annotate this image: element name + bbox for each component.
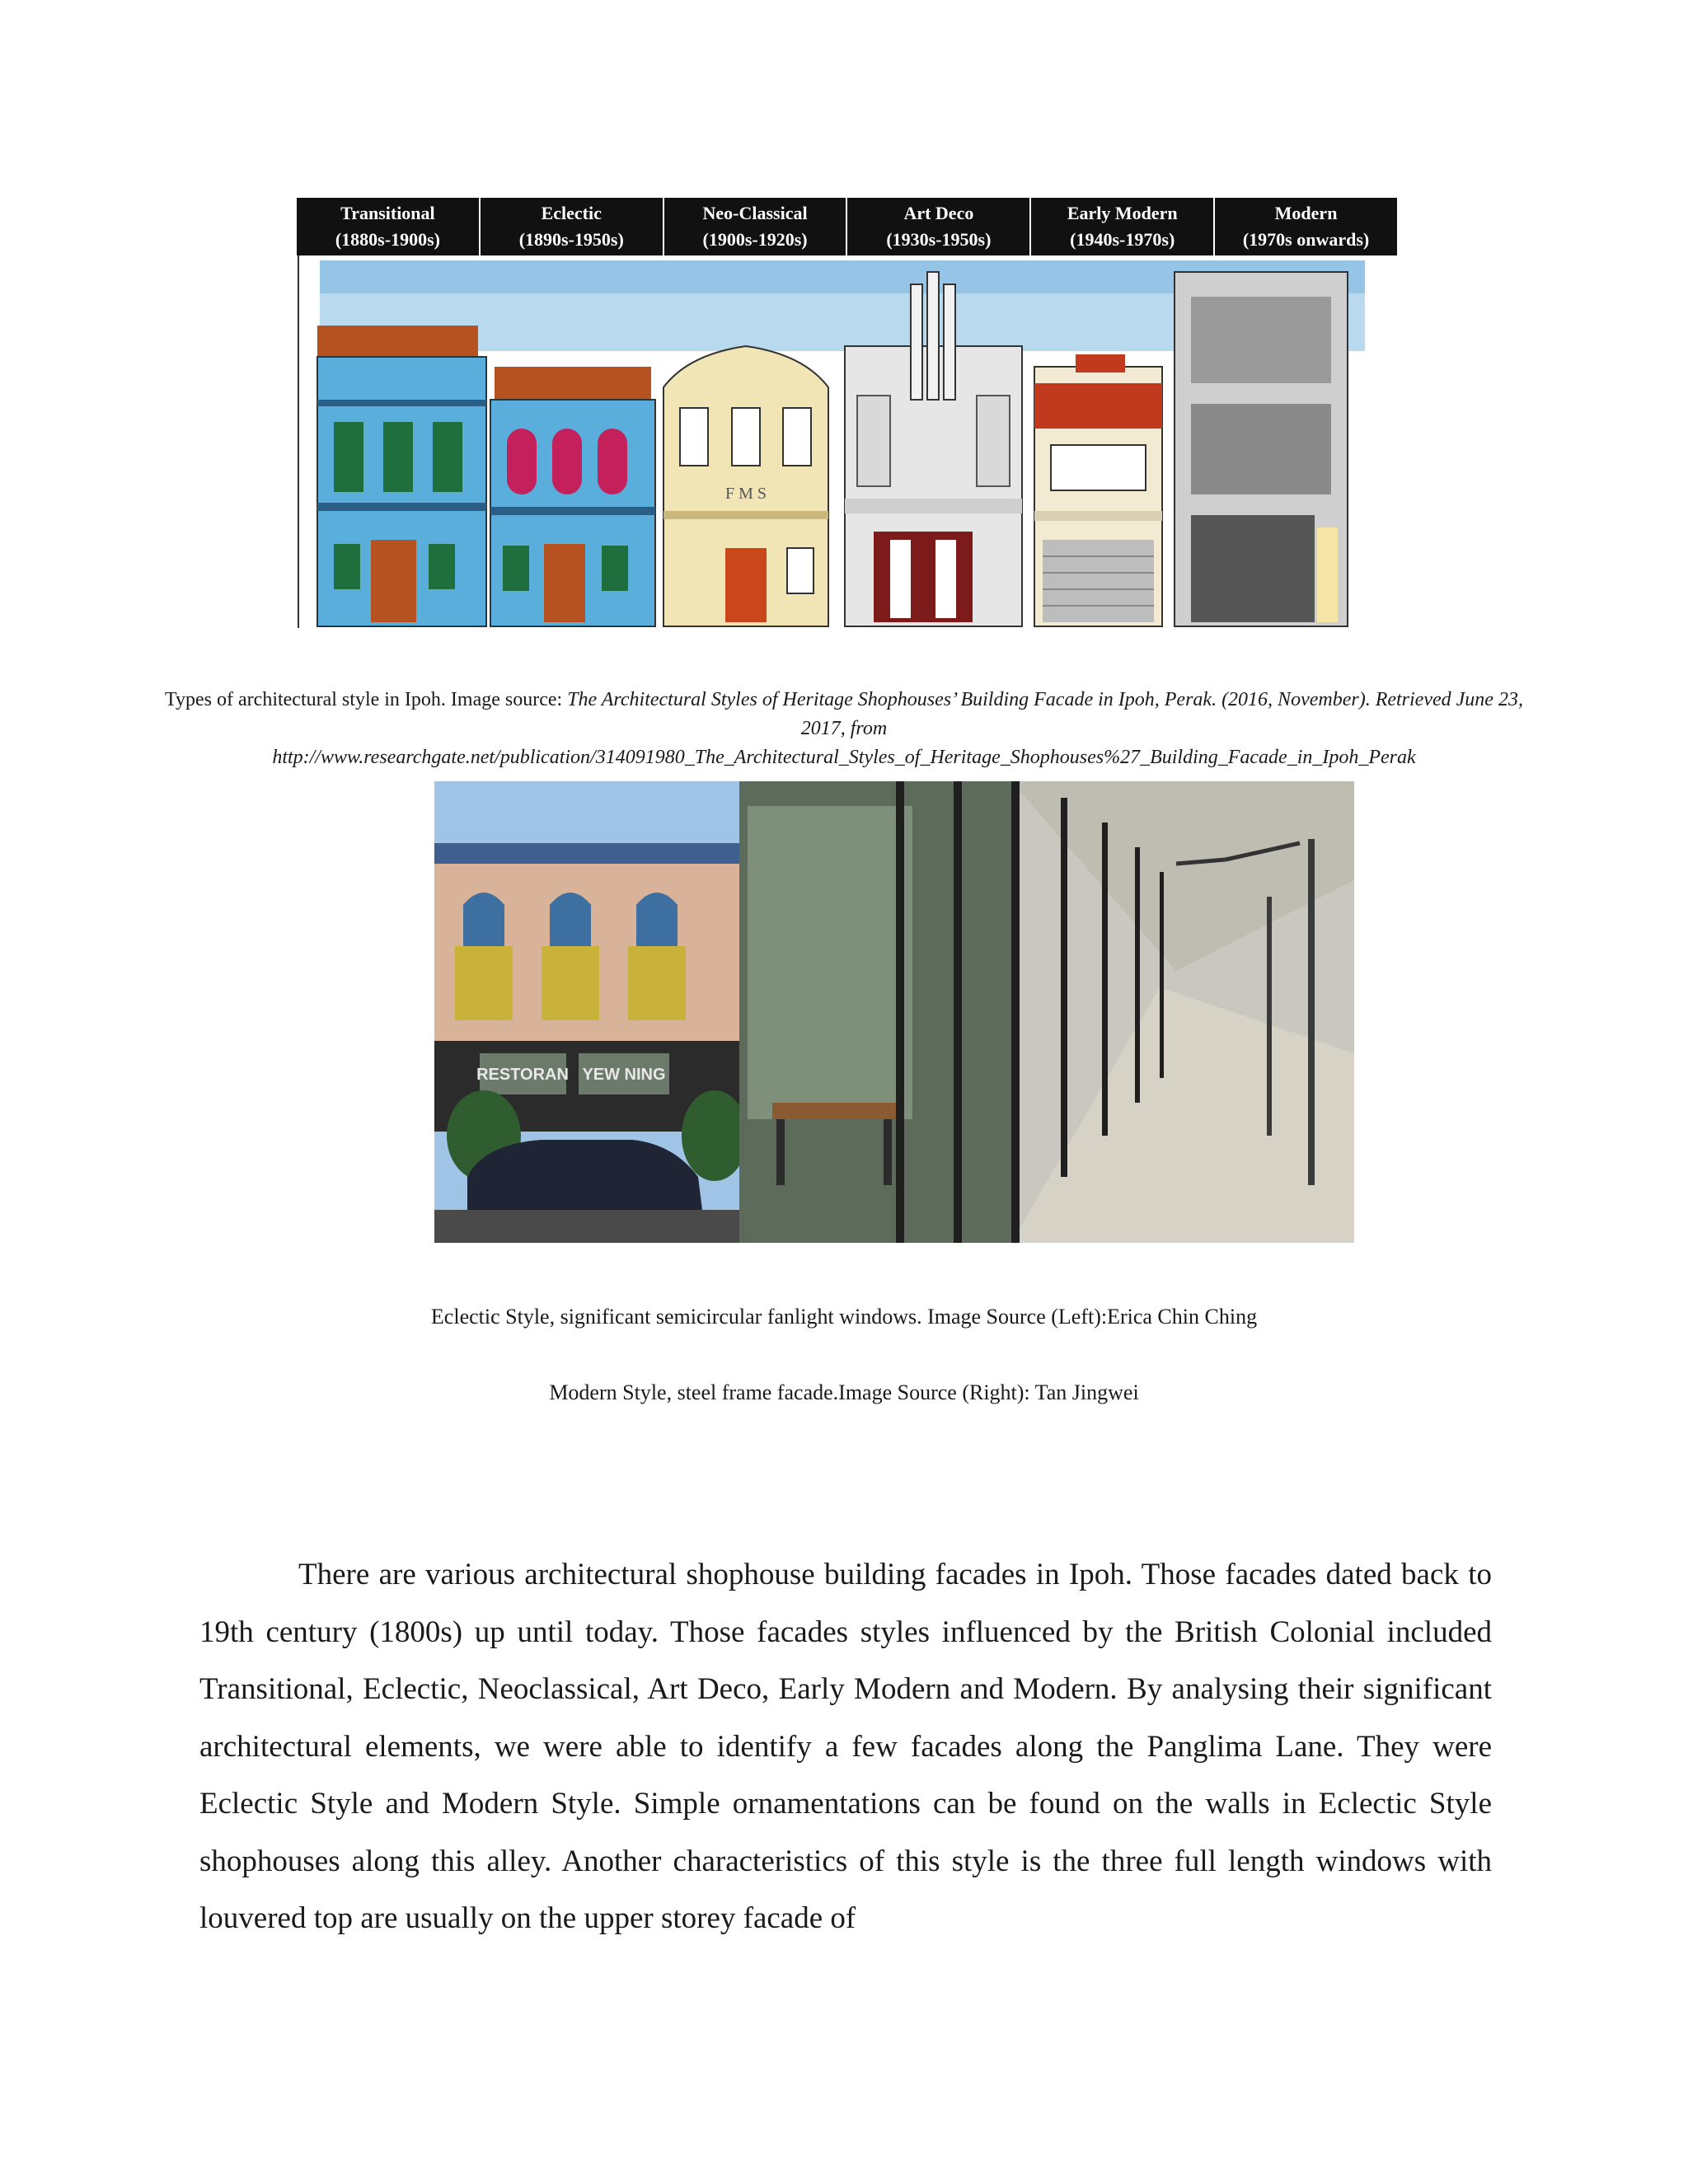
style-years: (1900s-1920s) xyxy=(702,229,808,250)
eclectic-and-modern-photos xyxy=(434,781,1354,1243)
caption-lead-text: Types of architectural style in Ipoh. Image source: xyxy=(165,689,568,710)
style-name: Modern xyxy=(1274,203,1338,223)
transitional-shophouse xyxy=(317,326,486,626)
style-years: (1930s-1950s) xyxy=(886,229,992,250)
style-label-eclectic xyxy=(481,198,664,255)
figure1-caption xyxy=(165,686,1523,772)
style-label-transitional xyxy=(297,198,481,255)
restaurant-signboard-left: RESTORAN xyxy=(476,1066,569,1084)
figure2-caption-left: Eclectic Style, significant semicircular fanlight windows. Image Source (Left):Erica Chin Ching xyxy=(430,1305,1258,1329)
figure2-caption-right: Modern Style, steel frame facade.Image Source (Right): Tan Jingwei xyxy=(549,1380,1139,1404)
eclectic-shophouse xyxy=(490,367,655,626)
caption-source-url: http://www.researchgate.net/publication/314091980_The_Architectural_Styles_of_Heritage_Shophouses%27_Building_Facade_in_Ipoh_Perak xyxy=(272,747,1416,768)
style-years: (1970s onwards) xyxy=(1242,229,1370,250)
restaurant-signboard-right: YEW NING xyxy=(582,1066,666,1084)
modern-steel-frame-photo xyxy=(739,781,1354,1243)
style-label-modern xyxy=(1215,198,1397,255)
style-header-bar xyxy=(297,198,1397,255)
architectural-styles-figure xyxy=(297,198,1397,628)
style-name: Art Deco xyxy=(903,203,974,223)
style-label-neo-classical xyxy=(664,198,848,255)
body-paragraph: There are various architectural shophouse building facades in Ipoh. Those facades dated back to 19th century (1800s) up until today. Those facades styles influenced by the British Colonial included Transitional, Eclectic, Neoclassical, Art Deco, Early Modern and Modern. By analysing their significant architectural elements, we were able to identify a few facades along the Panglima Lane. They were Eclectic Style and Modern Style. Simple ornamentations can be found on the walls in Eclectic Style shophouses along this alley. Another characteristics of this style is the three full length windows with louvered top are usually on the upper storey facade of xyxy=(199,1558,1492,1935)
style-name: Neo-Classical xyxy=(702,203,808,223)
fms-lettering: F M S xyxy=(724,485,767,503)
shophouse-street-illustration xyxy=(297,255,1397,628)
neo-classical-shophouse xyxy=(663,346,828,626)
modern-shophouse xyxy=(1175,272,1348,626)
style-name: Eclectic xyxy=(541,203,602,223)
style-years: (1880s-1900s) xyxy=(335,229,440,250)
style-label-art-deco xyxy=(847,198,1031,255)
style-label-early-modern xyxy=(1031,198,1215,255)
eclectic-shophouse-photo xyxy=(434,781,748,1243)
style-years: (1940s-1970s) xyxy=(1070,229,1175,250)
style-name: Early Modern xyxy=(1067,203,1178,223)
style-name: Transitional xyxy=(340,203,435,223)
early-modern-shophouse xyxy=(1034,354,1162,626)
style-years: (1890s-1950s) xyxy=(518,229,624,250)
caption-source-title: The Architectural Styles of Heritage Shophouses’ Building Facade in Ipoh, Perak. (2016, November). Retrieved June 23, 2017, from xyxy=(567,689,1523,739)
